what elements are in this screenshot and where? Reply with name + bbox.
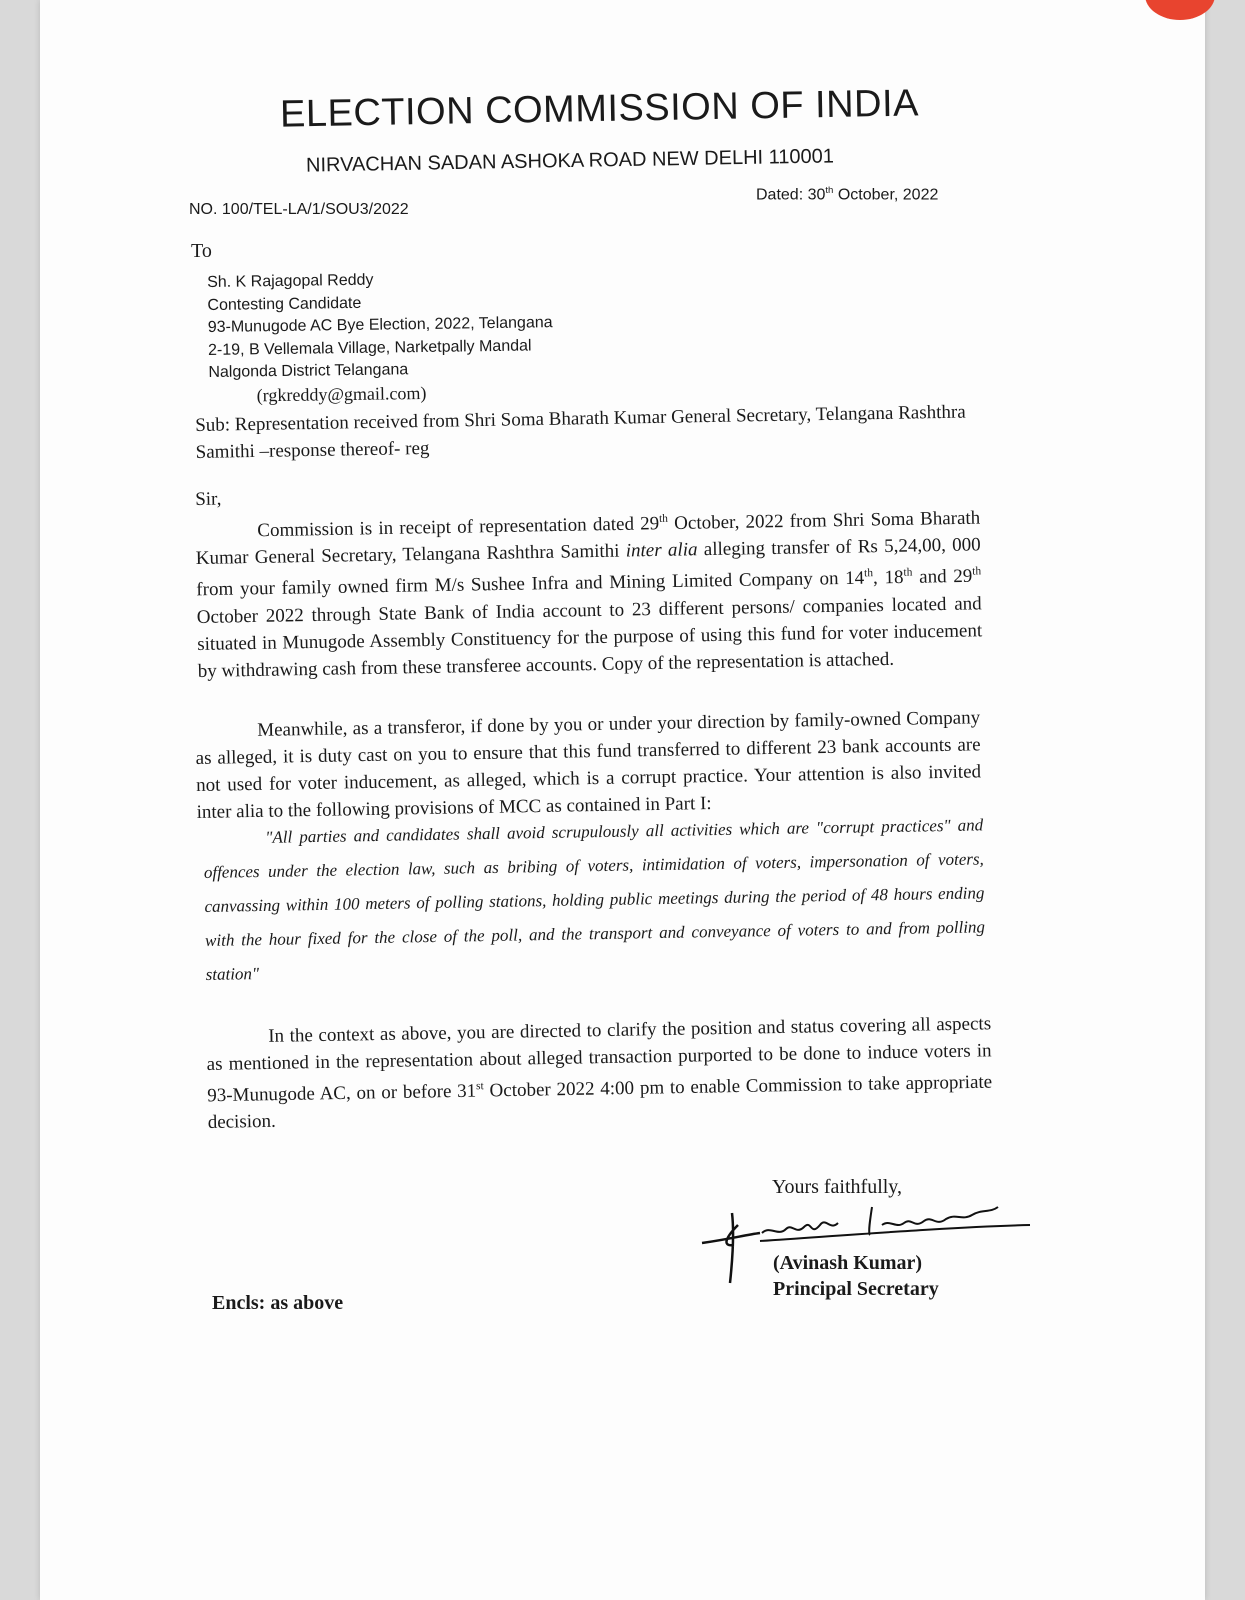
salutation: Sir,	[195, 488, 222, 510]
recipient-district: Nalgonda District Telangana	[208, 361, 409, 381]
paragraph-1: Commission is in receipt of representation dated 29th October, 2022 from Shri Soma Bharath Kumar General Secretary, Telangana Rashthra Samithi inter alia alleging transfer of Rs 5,24,00, 000 from your family owned firm M/s Sushee Infra and Mining Limited Company on 14th, 18th and 29th October 2022 through State Bank of India account to 23 different persons/ companies located and situated in Munugode Assembly Constituency for the purpose of using this fund for voter inducement by withdrawing cash from these transferee accounts. Copy of the representation is attached.	[195, 507, 983, 682]
subject-line: Sub: Representation received from Shri Soma Bharath Kumar General Secretary, Telangana Rashthra Samithi –response thereof- reg	[195, 401, 966, 463]
recipient-email: (rgkreddy@gmail.com)	[256, 382, 427, 405]
recipient-designation: Contesting Candidate	[207, 294, 362, 314]
signer-title: Principal Secretary	[773, 1278, 939, 1300]
enclosure-note: Encls: as above	[212, 1292, 344, 1314]
recipient-constituency: 93-Munugode AC Bye Election, 2022, Telangana	[207, 314, 553, 336]
recipient-address	[207, 267, 554, 407]
reference-number: NO. 100/TEL-LA/1/SOU3/2022	[189, 201, 409, 218]
letterhead-title: ELECTION COMMISSION OF INDIA	[279, 82, 920, 136]
letter-date: Dated: 30th October, 2022	[756, 185, 939, 204]
mcc-quote: "All parties and candidates shall avoid scrupulously all activities which are "corrupt practices" and offences under the election law, such as bribing of voters, intimidation of voters, impersonation of voters, canvassing within 100 meters of polling stations, holding public meetings during the period of 48 hours ending with the hour fixed for the close of the poll, and the transport and conveyance of voters to and from polling station"	[203, 815, 986, 984]
to-label: To	[191, 240, 212, 262]
letterhead-address: NIRVACHAN SADAN ASHOKA ROAD NEW DELHI 110001	[305, 145, 835, 177]
corner-mark	[1145, 0, 1215, 20]
recipient-name: Sh. K Rajagopal Reddy	[207, 271, 374, 291]
closing: Yours faithfully,	[772, 1176, 903, 1198]
signer-name: (Avinash Kumar)	[773, 1252, 923, 1274]
recipient-village: 2-19, B Vellemala Village, Narketpally Mandal	[207, 336, 532, 359]
paragraph-2: Meanwhile, as a transferor, if done by you or under your direction by family-owned Company as alleged, it is duty cast on you to ensure that this fund transferred to different 23 bank accounts are not used for voter inducement, as alleged, which is a corrupt practice. Your attention is also invited inter alia to the following provisions of MCC as contained in Part I:	[195, 707, 982, 823]
paragraph-3: In the context as above, you are directed to clarify the position and status covering all aspects as mentioned in the representation about alleged transaction purported to be done to induce voters in 93-Munugode AC, on or before 31st October 2022 4:00 pm to enable Commission to take appropriate decision.	[206, 1013, 993, 1134]
